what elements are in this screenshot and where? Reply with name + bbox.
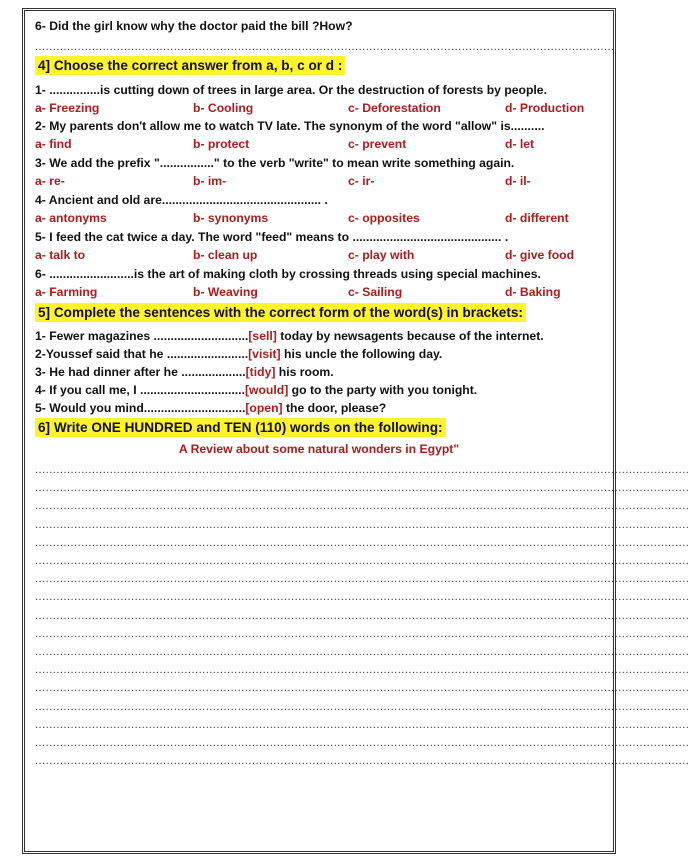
s5-item-5 bbox=[35, 400, 603, 416]
s4-q2-options bbox=[35, 136, 603, 152]
worksheet-page bbox=[22, 8, 689, 854]
option-c: c- Deforestation bbox=[348, 101, 441, 115]
bracket-word: [visit] bbox=[248, 347, 281, 361]
sentence-end: his uncle the following day. bbox=[280, 347, 443, 361]
option-d: d- let bbox=[505, 137, 535, 151]
option-d: d- different bbox=[505, 211, 569, 225]
sentence-start: 2-Youssef said that he ........................ bbox=[35, 347, 249, 361]
sentence-end: go to the party with you tonight. bbox=[288, 383, 478, 397]
option-c: c- Sailing bbox=[348, 285, 403, 299]
s4-q4-options bbox=[35, 210, 603, 226]
writing-line[interactable]: ........................................................................................................................................................................................ bbox=[35, 718, 689, 731]
option-b: b- im- bbox=[193, 174, 227, 188]
writing-line[interactable]: ........................................................................................................................................................................................ bbox=[35, 573, 689, 586]
option-d: d- give food bbox=[505, 248, 575, 262]
option-a: a- re- bbox=[35, 174, 65, 188]
option-b: b- Cooling bbox=[193, 101, 254, 115]
writing-line[interactable]: ........................................................................................................................................................................................ bbox=[35, 755, 689, 768]
writing-line[interactable]: ........................................................................................................................................................................................ bbox=[35, 664, 689, 677]
option-c: c- ir- bbox=[348, 174, 375, 188]
sentence-start: 4- If you call me, I ............................... bbox=[35, 383, 245, 397]
writing-line[interactable]: ........................................................................................................................................................................................ bbox=[35, 482, 689, 495]
s5-item-2 bbox=[35, 346, 603, 362]
option-a: a- find bbox=[35, 137, 72, 151]
writing-line[interactable]: ........................................................................................................................................................................................ bbox=[35, 627, 689, 640]
section4-title: 4] Choose the correct answer from a, b, c or d : bbox=[35, 56, 345, 75]
sentence-end: the door, please? bbox=[282, 401, 387, 415]
option-d: d- il- bbox=[505, 174, 531, 188]
s4-q1-options bbox=[35, 100, 603, 116]
writing-line[interactable]: ........................................................................................................................................................................................ bbox=[35, 536, 689, 549]
writing-line[interactable]: ........................................................................................................................................................................................ bbox=[35, 555, 689, 567]
option-c: c- prevent bbox=[348, 137, 407, 151]
section5-title: 5] Complete the sentences with the correct form of the word(s) in brackets: bbox=[35, 303, 526, 322]
s4-q3: 3- We add the prefix "................" to the verb "write" to mean write something again. bbox=[35, 156, 515, 170]
writing-line[interactable]: ........................................................................................................................................................................................ bbox=[35, 500, 689, 513]
option-b: b- Weaving bbox=[193, 285, 258, 299]
s4-q1: 1- ...............is cutting down of trees in large area. Or the destruction of forests by people. bbox=[35, 83, 547, 97]
bracket-word: [open] bbox=[245, 401, 283, 415]
s4-q6: 6- .........................is the art of making cloth by crossing threads using special machines. bbox=[35, 267, 541, 281]
option-d: d- Production bbox=[505, 101, 585, 115]
s4-q5: 5- I feed the cat twice a day. The word "feed" means to ............................................ . bbox=[35, 230, 509, 244]
q6-question: 6- Did the girl know why the doctor paid the bill ?How? bbox=[35, 19, 353, 33]
writing-line[interactable]: ........................................................................................................................................................................................ bbox=[35, 700, 689, 713]
option-a: a- Freezing bbox=[35, 101, 100, 115]
essay-topic: A Review about some natural wonders in Egypt" bbox=[178, 442, 460, 456]
s4-q4: 4- Ancient and old are............................................... . bbox=[35, 193, 328, 207]
writing-line[interactable]: ........................................................................................................................................................................................ bbox=[35, 646, 689, 658]
writing-line[interactable]: ........................................................................................................................................................................................ bbox=[35, 737, 689, 749]
s5-item-1 bbox=[35, 328, 603, 344]
option-b: b- clean up bbox=[193, 248, 258, 262]
option-b: b- protect bbox=[193, 137, 250, 151]
s4-q2: 2- My parents don't allow me to watch TV late. The synonym of the word "allow" is.......... bbox=[35, 119, 545, 133]
s4-q6-options bbox=[35, 284, 603, 300]
sentence-start: 3- He had dinner after he ................... bbox=[35, 365, 246, 379]
option-c: c- play with bbox=[348, 248, 415, 262]
bracket-word: [tidy] bbox=[245, 365, 276, 379]
s4-q5-options bbox=[35, 247, 603, 263]
sentence-start: 1- Fewer magazines ............................ bbox=[35, 329, 249, 343]
sentence-end: his room. bbox=[275, 365, 334, 379]
option-a: a- Farming bbox=[35, 285, 98, 299]
writing-line[interactable]: ........................................................................................................................................................................................ bbox=[35, 609, 689, 622]
s5-item-3 bbox=[35, 364, 603, 380]
bracket-word: [would] bbox=[244, 383, 289, 397]
option-d: d- Baking bbox=[505, 285, 561, 299]
writing-line[interactable]: ........................................................................................................................................................................................ bbox=[35, 518, 689, 531]
sentence-end: today by newsagents because of the internet. bbox=[276, 329, 544, 343]
s4-q3-options bbox=[35, 173, 603, 189]
section6-title: 6] Write ONE HUNDRED and TEN (110) words on the following: bbox=[35, 418, 446, 437]
writing-line[interactable]: ........................................................................................................................................................................................ bbox=[35, 464, 689, 476]
writing-line[interactable]: ........................................................................................................................................................................................ bbox=[35, 682, 689, 695]
sentence-start: 5- Would you mind.............................. bbox=[35, 401, 246, 415]
option-a: a- antonyms bbox=[35, 211, 107, 225]
answer-line: ................................................................................................................................................................... bbox=[35, 41, 615, 53]
option-b: b- synonyms bbox=[193, 211, 269, 225]
bracket-word: [sell] bbox=[248, 329, 277, 343]
s5-item-4 bbox=[35, 382, 603, 398]
writing-line[interactable]: ........................................................................................................................................................................................ bbox=[35, 591, 689, 604]
option-c: c- opposites bbox=[348, 211, 420, 225]
option-a: a- talk to bbox=[35, 248, 86, 262]
